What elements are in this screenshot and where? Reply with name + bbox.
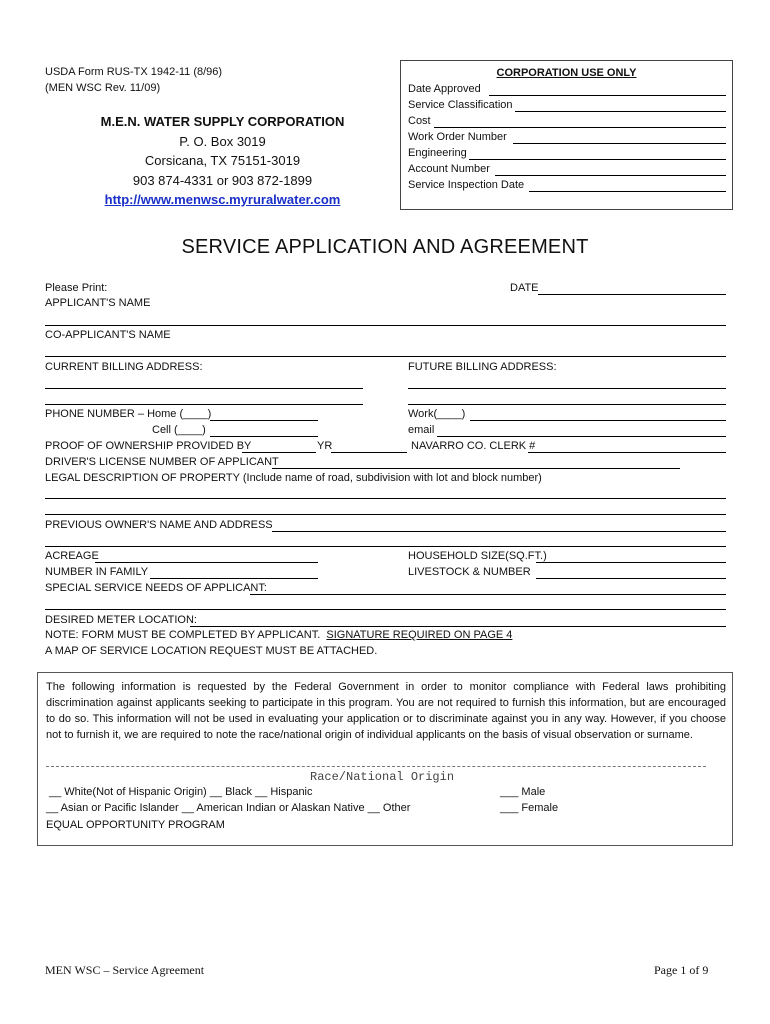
current-billing-label: CURRENT BILLING ADDRESS: [45, 361, 203, 373]
acreage-label: ACREAGE [45, 550, 99, 562]
completion-note [45, 629, 512, 641]
corporation-use-box [400, 60, 733, 210]
desired-meter-field[interactable] [190, 626, 726, 627]
form-id-block [45, 64, 222, 96]
previous-owner-label: PREVIOUS OWNER'S NAME AND ADDRESS [45, 519, 273, 531]
corporation-city: Corsicana, TX 75151-3019 [144, 153, 301, 168]
special-needs-label: SPECIAL SERVICE NEEDS OF APPLICANT: [45, 582, 267, 594]
corporation-block [45, 112, 400, 210]
navarro-clerk-label: NAVARRO CO. CLERK # [411, 440, 536, 452]
future-billing-label: FUTURE BILLING ADDRESS: [408, 361, 557, 373]
email-field[interactable] [437, 436, 726, 437]
service-classification-label: Service Classification [408, 99, 513, 111]
race-options-line-1[interactable]: __ White(Not of Hispanic Origin) __ Black __ Hispanic [49, 786, 313, 798]
race-heading: Race/National Origin [310, 770, 455, 784]
cell-field[interactable] [210, 436, 318, 437]
corporation-phone: 903 874-4331 or 903 872-1899 [132, 172, 313, 188]
date-approved-label: Date Approved [408, 83, 481, 95]
note-prefix: NOTE: FORM MUST BE COMPLETED BY APPLICANT. [45, 629, 321, 641]
cell-label: Cell (____) [152, 424, 206, 436]
date-label: DATE [510, 282, 539, 294]
work-phone-label: Work(____) [408, 408, 466, 420]
livestock-field[interactable] [536, 578, 726, 579]
work-order-label: Work Order Number [408, 131, 507, 143]
desired-meter-label: DESIRED METER LOCATION: [45, 614, 197, 626]
proof-ownership-field[interactable] [242, 452, 316, 453]
future-billing-line-2[interactable] [408, 404, 726, 405]
yr-field[interactable] [331, 452, 407, 453]
female-option[interactable]: ___ Female [500, 802, 559, 814]
applicant-name-field[interactable] [45, 325, 726, 326]
corporation-po-box: P. O. Box 3019 [179, 133, 266, 149]
applicant-name-label: APPLICANT'S NAME [45, 297, 151, 309]
drivers-license-label: DRIVER'S LICENSE NUMBER OF APPLICANT [45, 456, 279, 468]
date-field[interactable] [538, 294, 726, 295]
service-classification-field[interactable] [515, 111, 726, 112]
special-needs-line-1[interactable] [250, 594, 726, 595]
disclosure-box [37, 672, 733, 846]
page-title: SERVICE APPLICATION AND AGREEMENT [181, 236, 589, 258]
service-inspection-field[interactable] [529, 191, 726, 192]
current-billing-line-1[interactable] [45, 388, 363, 389]
service-inspection-label: Service Inspection Date [408, 179, 525, 191]
yr-label: YR [317, 440, 333, 452]
race-options-line-2[interactable]: __ Asian or Pacific Islander __ American Indian or Alaskan Native __ Other [46, 802, 411, 814]
disclosure-divider [46, 766, 706, 767]
number-in-family-field[interactable] [150, 578, 318, 579]
previous-owner-line-2[interactable] [45, 546, 726, 547]
legal-description-label: LEGAL DESCRIPTION OF PROPERTY (Include name of road, subdivision with lot and block number) [45, 472, 542, 484]
map-note: A MAP OF SERVICE LOCATION REQUEST MUST BE ATTACHED. [45, 645, 378, 657]
co-applicant-name-field[interactable] [45, 356, 726, 357]
special-needs-line-2[interactable] [45, 609, 726, 610]
corporation-name: M.E.N. WATER SUPPLY CORPORATION [100, 114, 345, 129]
co-applicant-name-label: CO-APPLICANT'S NAME [45, 329, 171, 341]
drivers-license-field[interactable] [272, 468, 680, 469]
signature-note: SIGNATURE REQUIRED ON PAGE 4 [326, 629, 513, 641]
date-approved-field[interactable] [489, 95, 726, 96]
household-size-label: HOUSEHOLD SIZE(SQ.FT.) [408, 550, 547, 562]
proof-ownership-label: PROOF OF OWNERSHIP PROVIDED BY [45, 440, 252, 452]
legal-description-line-2[interactable] [45, 514, 726, 515]
work-order-field[interactable] [513, 143, 726, 144]
household-size-field[interactable] [536, 562, 726, 563]
phone-home-label: PHONE NUMBER – Home (____) [45, 408, 212, 420]
number-in-family-label: NUMBER IN FAMILY [45, 566, 149, 578]
work-phone-field[interactable] [470, 420, 726, 421]
engineering-label: Engineering [408, 147, 467, 159]
account-number-label: Account Number [408, 163, 490, 175]
engineering-field[interactable] [469, 159, 726, 160]
form-id: USDA Form RUS-TX 1942-11 (8/96) [45, 66, 223, 78]
equal-opportunity-label: EQUAL OPPORTUNITY PROGRAM [46, 819, 225, 831]
page-number: Page 1 of 9 [654, 963, 709, 977]
future-billing-line-1[interactable] [408, 388, 726, 389]
navarro-clerk-field[interactable] [528, 452, 726, 453]
cost-field[interactable] [434, 127, 726, 128]
cost-label: Cost [408, 115, 431, 127]
phone-home-field[interactable] [210, 420, 318, 421]
footer-left: MEN WSC – Service Agreement [45, 963, 205, 977]
please-print-label: Please Print: [45, 282, 108, 294]
corporation-use-title: CORPORATION USE ONLY [496, 67, 637, 79]
current-billing-line-2[interactable] [45, 404, 363, 405]
livestock-label: LIVESTOCK & NUMBER [408, 566, 531, 578]
male-option[interactable]: ___ Male [500, 786, 546, 798]
corporation-website-link[interactable]: http://www.menwsc.myruralwater.com [104, 192, 341, 207]
account-number-field[interactable] [495, 175, 726, 176]
acreage-field[interactable] [95, 562, 318, 563]
previous-owner-line-1[interactable] [272, 531, 726, 532]
email-label: email [408, 424, 435, 436]
form-revision: (MEN WSC Rev. 11/09) [45, 82, 161, 94]
legal-description-line-1[interactable] [45, 498, 726, 499]
disclosure-text: The following information is requested by the Federal Government in order to monitor compliance with Federal laws prohibiting discrimination against applicants seeking to participate in this program. You are not required to furnish this information, but are encouraged to do so. This information will not be used in evaluating your application or to discriminate against you in any way. However, if you choose not to furnish it, we are required to note the race/national origin of individual applicants on the basis of visual observation or surname. [46, 681, 726, 741]
